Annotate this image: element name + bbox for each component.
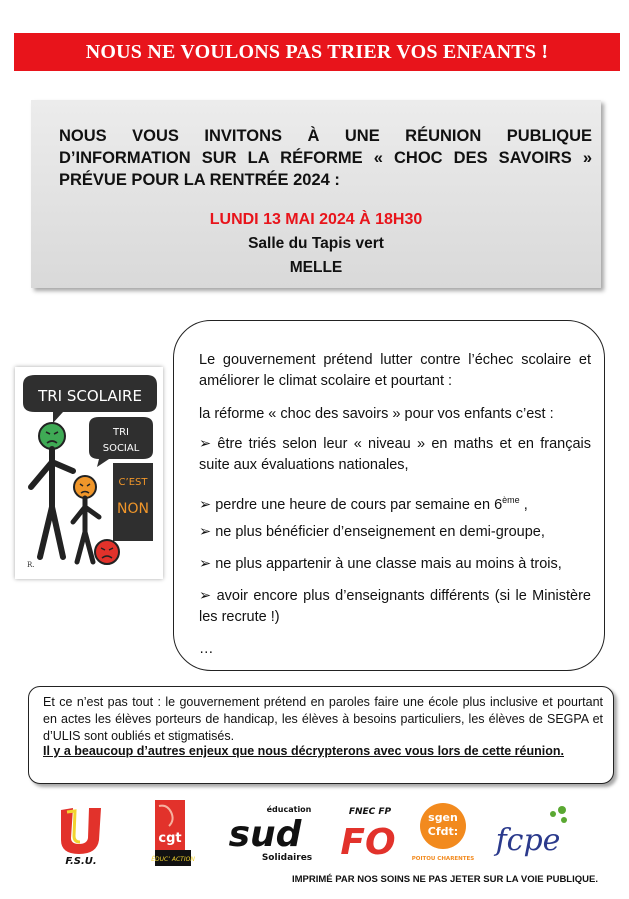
svg-text:F.S.U.: F.S.U. [65, 856, 97, 867]
fcpe-logo [492, 800, 572, 866]
svg-text:cgt: cgt [158, 831, 182, 846]
notice-bold-text: Il y a beaucoup d’autres enjeux que nous décrypterons avec vous lors de cette réunion. [43, 744, 564, 758]
svg-text:Solidaires: Solidaires [261, 853, 313, 863]
footer-notice: IMPRIMÉ PAR NOS SOINS NE PAS JETER SUR LA VOIE PUBLIQUE. [292, 874, 598, 885]
fsu-logo [55, 800, 107, 866]
adult-figure [31, 449, 73, 557]
svg-text:fcpe: fcpe [495, 823, 561, 858]
red-face-icon [95, 540, 119, 564]
reform-item: ➢ avoir encore plus d’enseignants différents (si le Ministère les recrute !) [199, 588, 591, 625]
meeting-date: LUNDI 13 MAI 2024 À 18H30 [209, 211, 423, 228]
svg-text:sgen: sgen [428, 811, 458, 824]
reform-item: ➢ perdre une heure de cours par semaine en 6ème , [199, 495, 528, 513]
green-face-icon [39, 423, 65, 449]
bubble-text-tri-scolaire: TRI SCOLAIRE [38, 387, 142, 405]
illustration-drawing [15, 367, 163, 579]
main-banner [14, 33, 620, 71]
svg-text:éducation: éducation [266, 805, 312, 814]
meeting-town: MELLE [289, 259, 343, 276]
reform-bubble [173, 320, 605, 671]
orange-face-icon [74, 476, 96, 498]
reform-item: ➢ être triés selon leur « niveau » en maths et en français suite aux évaluations nationales, [199, 436, 591, 473]
invitation-line-3: PRÉVUE POUR LA RENTRÉE 2024 : [59, 171, 340, 189]
notice-text: Et ce n’est pas tout : le gouvernement prétend en paroles faire une école plus inclusive et pourtant en actes les élèves porteurs de handicap, les élèves à besoins particuliers, les élèves de SEGPA et d’ULIS sont oubliés et stigmatisés. [43, 695, 603, 743]
sign-text-non: NON [117, 501, 149, 517]
svg-text:Cfdt:: Cfdt: [427, 825, 459, 838]
svg-text:ÉDUC’ ACTION: ÉDUC’ ACTION [151, 856, 195, 863]
bubble-intro: Le gouvernement prétend lutter contre l’échec scolaire et améliorer le climat scolaire et pourtant : [199, 352, 591, 389]
notice-box [28, 686, 614, 784]
fnec-fp-fo-logo [340, 800, 396, 866]
bullet-arrow-icon: ➢ [199, 588, 212, 604]
artist-signature: R. [27, 561, 35, 569]
cgt-educaction-logo [153, 800, 199, 866]
invitation-text [59, 125, 592, 191]
protest-illustration [15, 367, 163, 579]
bullet-arrow-icon: ➢ [199, 524, 212, 540]
invitation-box [31, 100, 601, 288]
svg-text:sud: sud [228, 814, 302, 855]
svg-text:POITOU CHARENTES: POITOU CHARENTES [411, 856, 475, 862]
invitation-line-2: D’INFORMATION SUR LA RÉFORME « CHOC DES SAVOIRS » [59, 149, 592, 167]
reform-item: ➢ ne plus appartenir à une classe mais au moins à trois, [199, 556, 562, 572]
bullet-arrow-icon: ➢ [199, 496, 212, 513]
sign-text-cest: C’EST [118, 477, 148, 488]
bubble-ellipsis: … [199, 641, 214, 657]
bubble-text-social: SOCIAL [102, 443, 140, 454]
sgen-cfdt-logo [411, 800, 475, 866]
invitation-line-1: NOUS VOUS INVITONS À UNE RÉUNION PUBLIQUE [59, 127, 592, 145]
speech-bubble-middle [89, 417, 153, 467]
bubble-lead: la réforme « choc des savoirs » pour vos enfants c’est : [199, 406, 554, 422]
bubble-text-tri: TRI [112, 427, 130, 438]
meeting-venue: Salle du Tapis vert [248, 235, 384, 252]
bullet-arrow-icon: ➢ [199, 436, 212, 452]
bullet-arrow-icon: ➢ [199, 556, 212, 572]
svg-text:FNEC FP: FNEC FP [348, 807, 392, 817]
reform-item: ➢ ne plus bénéficier d’enseignement en demi-groupe, [199, 524, 545, 540]
svg-text:FO: FO [340, 822, 396, 863]
sud-education-logo [225, 800, 315, 866]
banner-title: NOUS NE VOULONS PAS TRIER VOS ENFANTS ! [85, 41, 549, 63]
